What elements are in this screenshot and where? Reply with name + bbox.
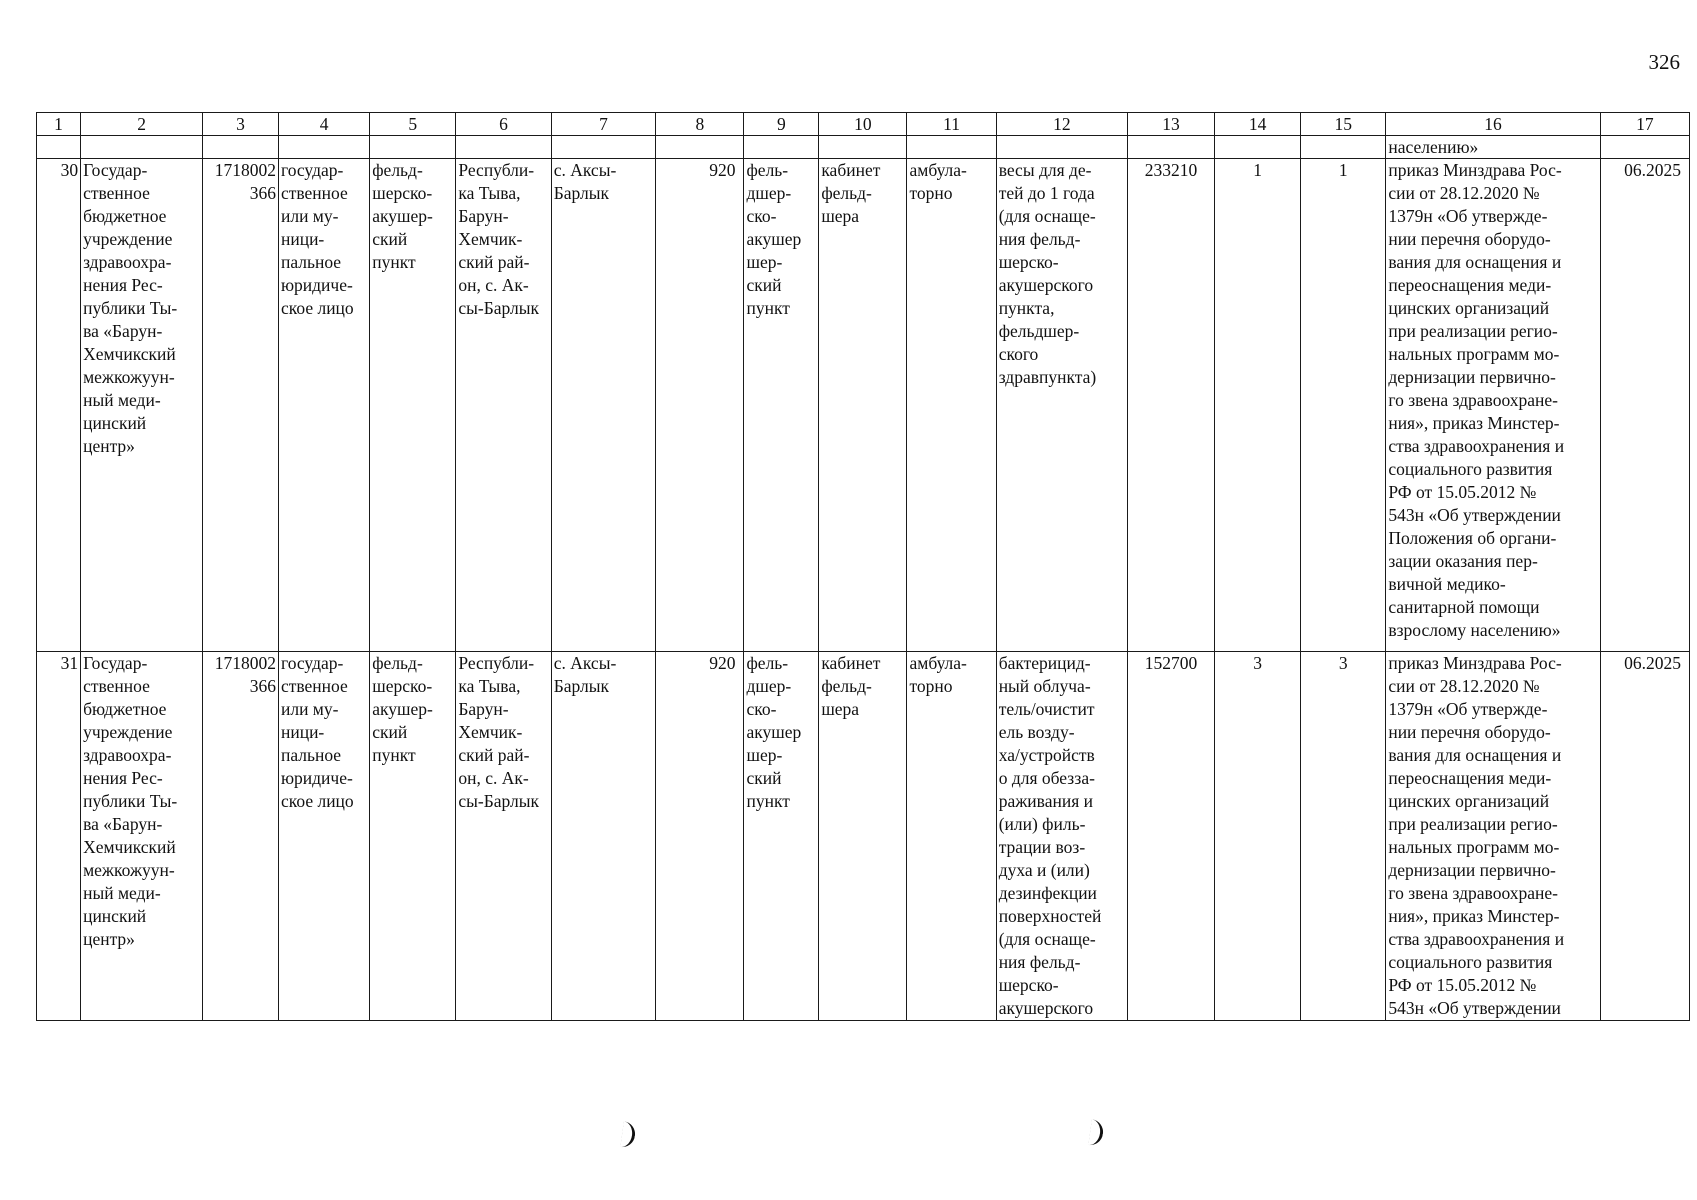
- quantity-b: 1: [1301, 159, 1386, 652]
- header-cell: 14: [1215, 113, 1301, 136]
- room-name: кабинет фельд- шера: [819, 652, 907, 1021]
- handwritten-mark-right: [1088, 1119, 1104, 1147]
- population: 920: [656, 652, 744, 1021]
- header-cell: 3: [203, 113, 279, 136]
- equipment-price: 233210: [1127, 159, 1214, 652]
- header-cell: 1: [37, 113, 81, 136]
- page-number: 326: [1648, 50, 1680, 74]
- header-cell: 7: [551, 113, 656, 136]
- quantity-a: 1: [1215, 159, 1301, 652]
- legal-form: государ- ственное или му- ници- пальное юридиче- ское лицо: [278, 159, 369, 652]
- facility-address: Республи- ка Тыва, Барун- Хемчик- ский рай- он, с. Ак- сы-Барлык: [456, 159, 551, 652]
- unit-name: фель- дшер- ско- акушер шер- ский пункт: [744, 159, 819, 652]
- table-row: [37, 159, 1690, 652]
- room-name: кабинет фельд- шера: [819, 159, 907, 652]
- equipment-name: бактерицид- ный облуча- тель/очистит ель возду- ха/устройств о для обезза- раживания и (или) филь- трации воз- духа и (или) дезинфекции поверхностей (для оснаще- ния фельд- шерско- акушерского: [996, 652, 1127, 1021]
- equipment-price: 152700: [1127, 652, 1214, 1021]
- legal-basis: приказ Минздрава Рос- сии от 28.12.2020 № 1379н «Об утвержде- нии перечня оборудо- вания для оснащения и переоснащения меди- цинских организаций при реализации регио- нальных программ мо- дернизации первично- го звена здравоохране- ния», приказ Минстер- ства здравоохранения и социального развития РФ от 15.05.2012 № 543н «Об утверждении: [1386, 652, 1600, 1021]
- header-cell: 16: [1386, 113, 1600, 136]
- organization-name: Государ- ственное бюджетное учреждение здравоохра- нения Рес- публики Ты- ва «Барун- Хемчикский межкожуун- ный меди- цинский центр»: [81, 652, 203, 1021]
- header-cell: 9: [744, 113, 819, 136]
- unit-name: фель- дшер- ско- акушер шер- ский пункт: [744, 652, 819, 1021]
- locality: с. Аксы- Барлык: [551, 652, 656, 1021]
- header-cell: 2: [81, 113, 203, 136]
- population: 920: [656, 159, 744, 652]
- header-cell: 12: [996, 113, 1127, 136]
- header-cell: 5: [370, 113, 456, 136]
- header-cell: 17: [1600, 113, 1689, 136]
- header-cell: 13: [1127, 113, 1214, 136]
- facility-address: Республи- ка Тыва, Барун- Хемчик- ский рай- он, с. Ак- сы-Барлык: [456, 652, 551, 1021]
- quantity-a: 3: [1215, 652, 1301, 1021]
- header-cell: 4: [278, 113, 369, 136]
- facility-type: фельд- шерско- акушер- ский пункт: [370, 652, 456, 1021]
- organization-name: Государ- ственное бюджетное учреждение здравоохра- нения Рес- публики Ты- ва «Барун- Хемчикский межкожуун- ный меди- цинский центр»: [81, 159, 203, 652]
- row-number: 31: [37, 652, 81, 1021]
- table-row: [37, 652, 1690, 1021]
- equipment-name: весы для де- тей до 1 года (для оснаще- ния фельд- шерско- акушерского пункта, фельдшер- ского здравпункта): [996, 159, 1127, 652]
- care-mode: амбула- торно: [907, 159, 996, 652]
- delivery-date: 06.2025: [1600, 652, 1689, 1021]
- legal-basis: приказ Минздрава Рос- сии от 28.12.2020 № 1379н «Об утвержде- нии перечня оборудо- вания для оснащения и переоснащения меди- цинских организаций при реализации регио- нальных программ мо- дернизации первично- го звена здравоохране- ния», приказ Минстер- ства здравоохранения и социального развития РФ от 15.05.2012 № 543н «Об утверждении Положения об органи- зации оказания пер- вичной медико- санитарной помощи взрослому населению»: [1386, 159, 1600, 652]
- legal-form: государ- ственное или му- ници- пальное юридиче- ское лицо: [278, 652, 369, 1021]
- equipment-table: [36, 112, 1690, 1021]
- organization-code: 1718002 366: [203, 652, 279, 1021]
- handwritten-mark-left: [620, 1121, 636, 1149]
- header-cell: 11: [907, 113, 996, 136]
- care-mode: амбула- торно: [907, 652, 996, 1021]
- row-number: 30: [37, 159, 81, 652]
- facility-type: фельд- шерско- акушер- ский пункт: [370, 159, 456, 652]
- continuation-basis-text: населению»: [1386, 136, 1600, 159]
- locality: с. Аксы- Барлык: [551, 159, 656, 652]
- header-cell: 6: [456, 113, 551, 136]
- continuation-row: [37, 136, 1690, 159]
- column-number-row: [37, 113, 1690, 136]
- quantity-b: 3: [1301, 652, 1386, 1021]
- header-cell: 15: [1301, 113, 1386, 136]
- header-cell: 10: [819, 113, 907, 136]
- delivery-date: 06.2025: [1600, 159, 1689, 652]
- organization-code: 1718002 366: [203, 159, 279, 652]
- header-cell: 8: [656, 113, 744, 136]
